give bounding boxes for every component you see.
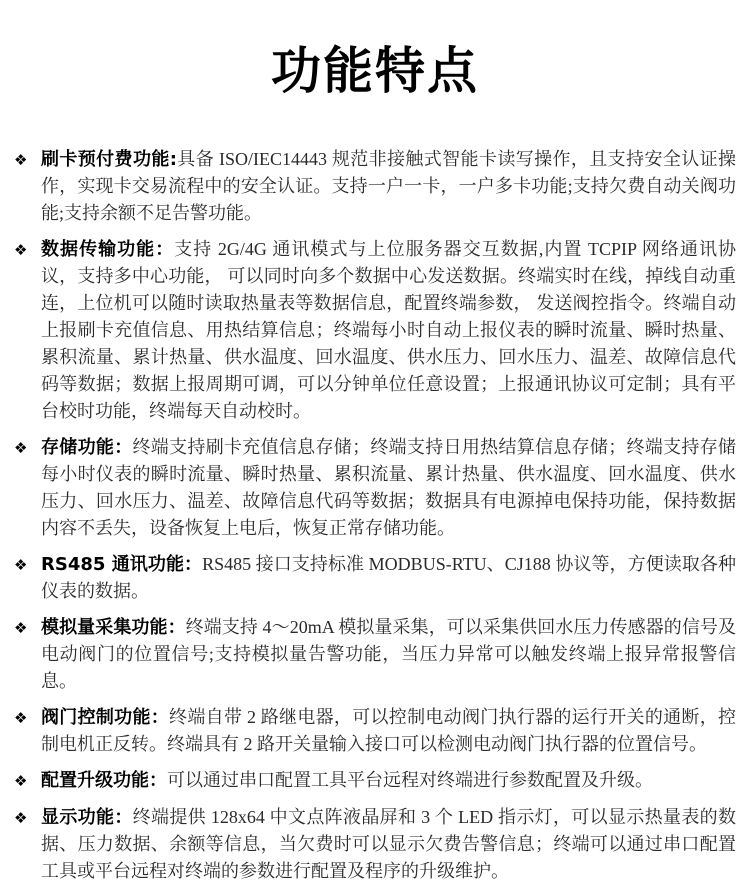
feature-label: 显示功能： [41,807,133,828]
page-title: 功能特点 [271,42,479,100]
feature-paragraph [41,804,736,885]
feature-label: 模拟量采集功能： [41,617,186,638]
feature-list [14,146,736,885]
diamond-bullet-icon: ❖ [14,709,28,727]
feature-paragraph [41,236,736,425]
diamond-bullet-icon: ❖ [14,809,28,827]
feature-item-analog-acquisition [14,614,736,695]
feature-paragraph [41,704,736,758]
feature-description: 具备 ISO/IEC14443 规范非接触式智能卡读写操作，且支持安全认证操作，实现卡交易流程中的安全认证。支持一户一卡，一户多卡功能;支持欠费自动关阀功能;支持余额不足告警功能。 [41,149,737,223]
feature-item-data-transmission [14,236,736,425]
diamond-bullet-icon: ❖ [14,772,28,790]
feature-description: 终端提供 128x64 中文点阵液晶屏和 3 个 LED 指示灯，可以显示热量表的数据、压力数据、余额等信息，当欠费时可以显示欠费告警信息；终端可以通过串口配置工具或平台远程对终端的参数进行配置及程序的升级维护。 [41,807,736,881]
feature-description: RS485 接口支持标准 MODBUS-RTU、CJ188 协议等，方便读取各种仪表的数据。 [41,554,736,601]
feature-description: 可以通过串口配置工具平台远程对终端进行参数配置及升级。 [167,770,653,790]
feature-item-card-prepay [14,146,736,227]
feature-item-rs485 [14,551,736,605]
diamond-bullet-icon: ❖ [14,556,28,574]
feature-paragraph [41,434,736,542]
feature-item-config-upgrade [14,767,736,795]
feature-description: 终端支持 4～20mA 模拟量采集，可以采集供回水压力传感器的信号及电动阀门的位置信号;支持模拟量告警功能，当压力异常可以触发终端上报异常报警信息。 [41,617,736,691]
feature-paragraph [41,614,736,695]
feature-description: 支持 2G/4G 通讯模式与上位服务器交互数据,内置 TCPIP 网络通讯协议，支持多中心功能， 可以同时向多个数据中心发送数据。终端实时在线，掉线自动重连，上位机可以随时读取热量表等数据信息，配置终端参数， 发送阀控指令。终端自动上报刷卡充值信息、用热结算信息；终端每小时自动上报仪表的瞬时流量、瞬时热量、累积流量、累计热量、供水温度、回水温度、供水压力、回水压力、温差、故障信息代码等数据；数据上报周期可调，可以分钟单位任意设置；上报通讯协议可定制；具有平台校时功能，终端每天自动校时。 [41,239,736,421]
diamond-bullet-icon: ❖ [14,439,28,457]
diamond-bullet-icon: ❖ [14,151,28,169]
feature-paragraph [41,551,736,605]
feature-label: 阀门控制功能： [41,707,170,728]
feature-label: 数据传输功能： [41,239,175,260]
feature-label: 存储功能： [41,437,133,458]
feature-item-display [14,804,736,885]
feature-item-valve-control [14,704,736,758]
feature-description: 终端自带 2 路继电器，可以控制电动阀门执行器的运行开关的通断，控制电机正反转。终端具有 2 路开关量输入接口可以检测电动阀门执行器的位置信号。 [41,707,737,754]
feature-item-storage [14,434,736,542]
feature-description: 终端支持刷卡充值信息存储；终端支持日用热结算信息存储；终端支持存储每小时仪表的瞬时流量、瞬时热量、累积流量、累计热量、供水温度、回水温度、供水压力、回水压力、温差、故障信息代码等数据；数据具有电源掉电保持功能，保持数据内容不丢失，设备恢复上电后，恢复正常存储功能。 [41,437,737,538]
diamond-bullet-icon: ❖ [14,619,28,637]
feature-label: 配置升级功能： [41,770,167,791]
feature-paragraph [41,146,736,227]
feature-label: RS485 通讯功能： [41,554,203,575]
feature-label: 刷卡预付费功能: [41,149,177,170]
feature-paragraph [41,767,736,794]
diamond-bullet-icon: ❖ [14,241,28,259]
